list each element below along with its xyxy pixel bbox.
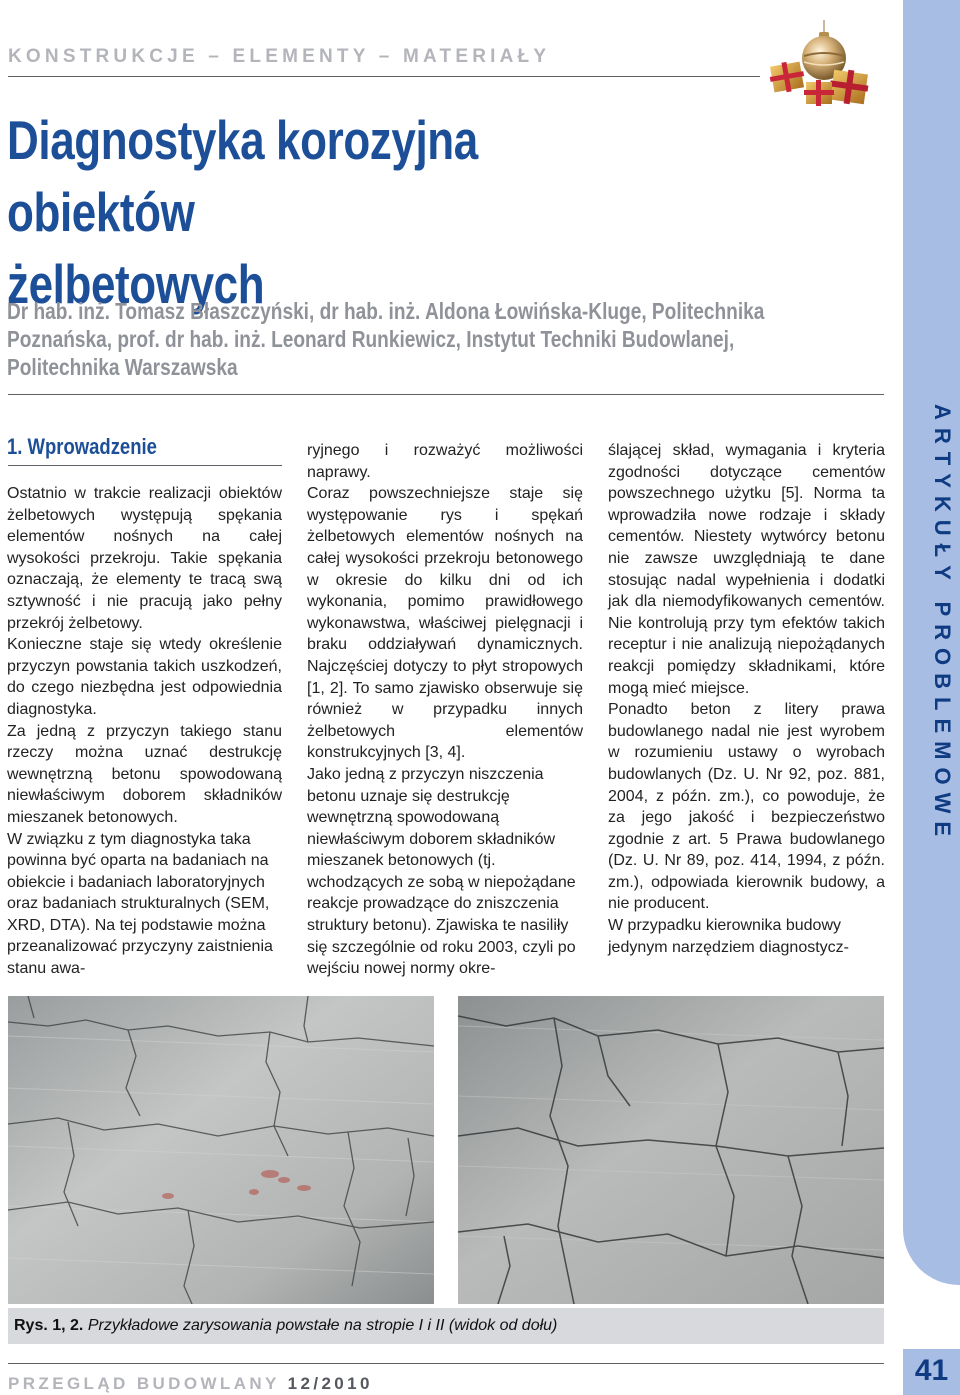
figure-caption: [14, 1317, 557, 1335]
authors-line: Dr hab. inż. Tomasz Błaszczyński, dr hab. inż. Aldona Łowińska-Kluge, Politechnika: [7, 298, 765, 324]
section-heading: 1. Wprowadzenie: [7, 434, 157, 459]
paragraph: ślającej skład, wymagania i kryteria zgodności dotyczące cementów powszechnego użytku [5]. Norma ta wprowadziła nowe rodzaje i składy cementów. Niestety wytwórcy betonu nie zawsze uwzględniają te dane stosując nadal wypełnienia i dodatki jak dla niemodyfikowanych cementów. Nie kontrolują przy tym efektów takich receptur i nie analizują niepożądanych reakcji pomiędzy składnikami, które mogą mieć miejsce.: [608, 442, 885, 697]
paragraph: Coraz powszechniejsze staje się występowanie rys i spękań żelbetowych elementów nośnych na całej wysokości przekroju betonowego w okresie do kilku dni od ich wykonania, pomimo prawidłowego wykonawstwa, właściwej pielęgnacji i braku oddziaływań dynamicznych. Najczęściej dotyczy to płyt stropowych [1, 2]. To samo zjawisko obserwuje się również w przypadku innych żelbetowych elementów konstrukcyjnych [3, 4].: [307, 485, 583, 762]
footer-rule: [8, 1363, 884, 1364]
paragraph: W przypadku kierownika budowy jedynym narzędziem diagnostycz-: [608, 917, 849, 956]
paragraph: Ponadto beton z litery prawa budowlanego nadal nie jest wyrobem w rozumieniu ustawy o wyrobach budowlanych (Dz. U. Nr 92, poz. 881, 2004, z późn. zm.), co powoduje, że za jego jakość i bezpieczeństwo zgodnie z art. 5 Prawa budowlanego (Dz. U. Nr 89, poz. 414, 1994, z późn. zm.), odpowiada kierownik budowy, a nie producent.: [608, 701, 885, 913]
authors-line: Poznańska, prof. dr hab. inż. Leonard Runkiewicz, Instytut Techniki Budowlanej,: [7, 326, 735, 352]
article-title-line: Diagnostyka korozyjna obiektów: [7, 109, 478, 243]
text-column-3: [608, 440, 885, 958]
paragraph: Za jedną z przyczyn takiego stanu rzeczy można uznać destrukcję wewnętrzną betonu spowodowaną niewłaściwym doborem składników mieszanek betonowych.: [7, 722, 282, 826]
authors-line: Politechnika Warszawska: [7, 354, 238, 380]
issue-number: 12/2010: [287, 1374, 373, 1393]
section-label: KONSTRUKCJE – ELEMENTY – MATERIAŁY: [8, 46, 551, 67]
header-rule: [8, 76, 760, 77]
paragraph: Konieczne staje się wtedy określenie przyczyn powstania takich uszkodzeń, do czego niezbędna jest odpowiednia diagnostyka.: [7, 636, 282, 718]
article-title: [7, 104, 631, 320]
authors-rule: [8, 394, 884, 395]
article-authors: [7, 297, 887, 381]
figure-2-crack-photo: [458, 996, 884, 1304]
side-tab-label: ARTYKUŁY PROBLEMOWE: [930, 404, 955, 845]
caption-text: Przykładowe zarysowania powstałe na stropie I i II (widok od dołu): [87, 1317, 558, 1334]
magazine-name: PRZEGLĄD BUDOWLANY: [8, 1374, 280, 1393]
christmas-ornament-gifts-icon: [760, 20, 880, 110]
page-number: 41: [914, 1354, 949, 1387]
paragraph: W związku z tym diagnostyka taka powinna być oparta na badaniach na obiekcie i badaniach laboratoryjnych oraz badaniach strukturalnych (SEM, XRD, DTA). Na tej podstawie można przeanalizować przyczyny zaistnienia stanu awa-: [7, 830, 273, 978]
figure-1-crack-photo: [8, 996, 434, 1304]
section-heading-rule: [8, 465, 282, 466]
paragraph: ryjnego i rozważyć możliwości naprawy.: [307, 442, 583, 481]
text-column-1: [7, 483, 282, 980]
footer-magazine: [8, 1374, 373, 1394]
caption-ref: Rys. 1, 2.: [14, 1317, 84, 1334]
article-title-line: żelbetowych: [7, 253, 265, 315]
paragraph: Jako jedną z przyczyn niszczenia betonu uznaje się destrukcję wewnętrzną spowodowaną niewłaściwym doborem składników mieszanek betonowych (tj. wchodzących ze sobą w niepożądane reakcje prowadzące do zniszczenia struktury betonu). Zjawiska te nasiliły się szczególnie od roku 2003, czyli po wejściu nowej normy okre-: [307, 765, 576, 978]
text-column-2: [307, 440, 583, 980]
paragraph: Ostatnio w trakcie realizacji obiektów żelbetowych występują spękania elementów nośnych na całej wysokości przekroju. Takie spękania oznaczają, że elementy te tracą swą sztywność i nie pracują jako pełny przekrój żelbetowy.: [7, 485, 282, 632]
